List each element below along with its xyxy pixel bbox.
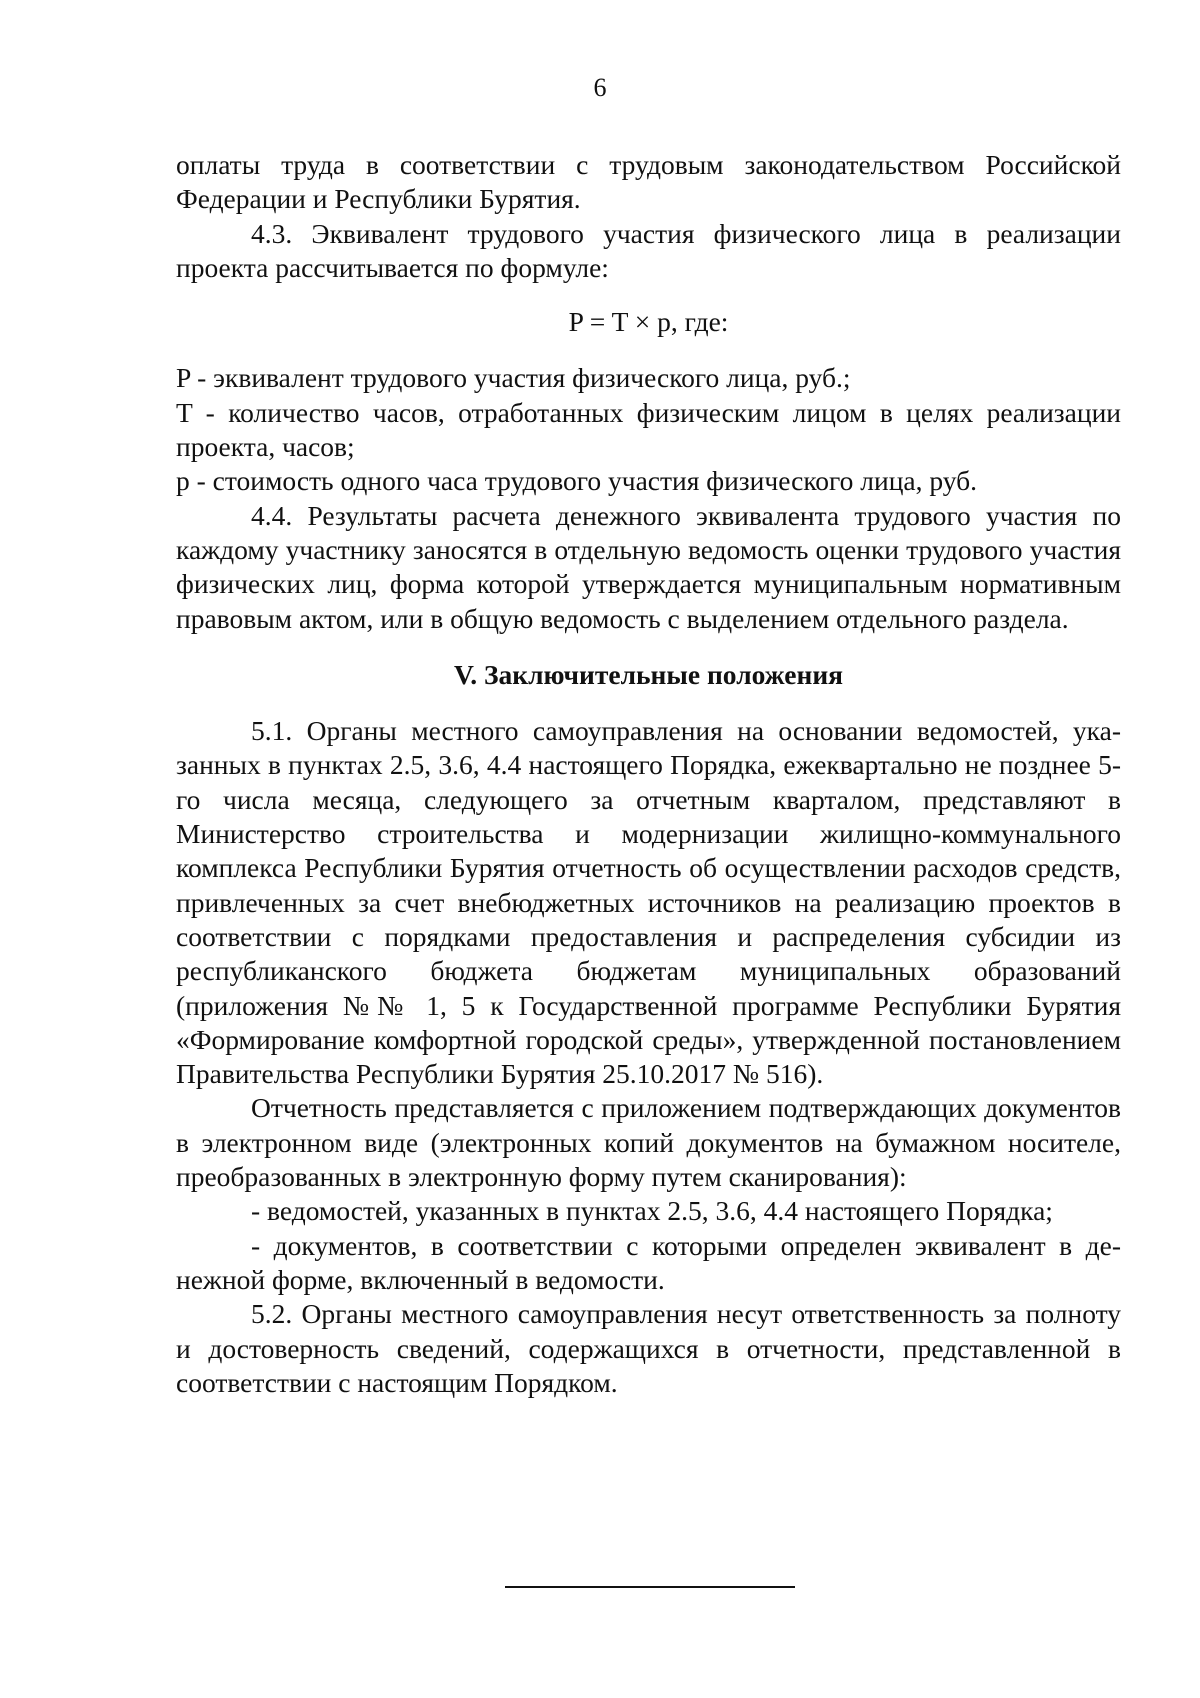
definition-P: P - эквивалент трудового участия физического лица, руб.; <box>176 362 851 394</box>
end-of-document-rule <box>505 1586 795 1588</box>
paragraph-5-1: 5.1. Органы местного самоуправления на основании ведомостей, указанных в пунктах 2.5, 3.6, 4.4 настоящего Порядка, ежеквартально не позднее 5-го числа месяца, следующего за отчетным кварталом, представляют в Министерство строительства и модернизации жилищно-коммунального комплекса Республики Бурятия отчетность об осуществлении расходов средств, привлеченных за счет внебюджетных источников на реализацию проектов в соответствии с порядками предоставления и распределения субсидии из республиканского бюджета бюджетам муниципальных образований (приложения №№ 1, 5 к Государственной программе Республики Бурятия «Формирование комфортной городской среды», утвержденной постановлением Правительства Республики Бурятия 25.10.2017 № 516). <box>176 715 1121 1090</box>
formula: P = T × p, где: <box>568 306 729 338</box>
paragraph-4-3: 4.3. Эквивалент трудового участия физического лица в реализации проекта рассчитывается по формуле: <box>176 217 1121 283</box>
list-item-statements: - ведомостей, указанных в пунктах 2.5, 3.6, 4.4 настоящего Порядка; <box>251 1195 1053 1227</box>
definition-p: p - стоимость одного часа трудового участия физического лица, руб. <box>176 465 978 497</box>
list-item-documents: - документов, в соответствии с которыми определен эквивалент в денежной форме, включенный в ведомости. <box>176 1229 1121 1295</box>
paragraph-wage-continuation: оплаты труда в соответствии с трудовым законодательством Российской Федерации и Республики Бурятия. <box>176 149 1121 215</box>
page-number: 6 <box>593 73 607 102</box>
paragraph-reporting: Отчетность представляется с приложением подтверждающих документов в электронном виде (электронных копий документов на бумажном носителе, преобразованных в электронную форму путем сканирования): <box>176 1092 1121 1193</box>
definition-T: T - количество часов, отработанных физическим лицом в целях реализации проекта, часов; <box>176 396 1121 463</box>
paragraph-4-4: 4.4. Результаты расчета денежного эквивалента трудового участия по каждому участнику заносятся в отдельную ведомость оценки трудового участия физических лиц, форма которой утверждается муниципальным нормативным правовым актом, или в общую ведомость с выделением отдельного раздела. <box>176 499 1121 634</box>
paragraph-5-2: 5.2. Органы местного самоуправления несут ответственность за полноту и достоверность сведений, содержащихся в отчетности, представленной в соответствии с настоящим Порядком. <box>176 1298 1121 1398</box>
document-body <box>176 148 1121 1400</box>
section-heading: V. Заключительные положения <box>453 658 844 690</box>
